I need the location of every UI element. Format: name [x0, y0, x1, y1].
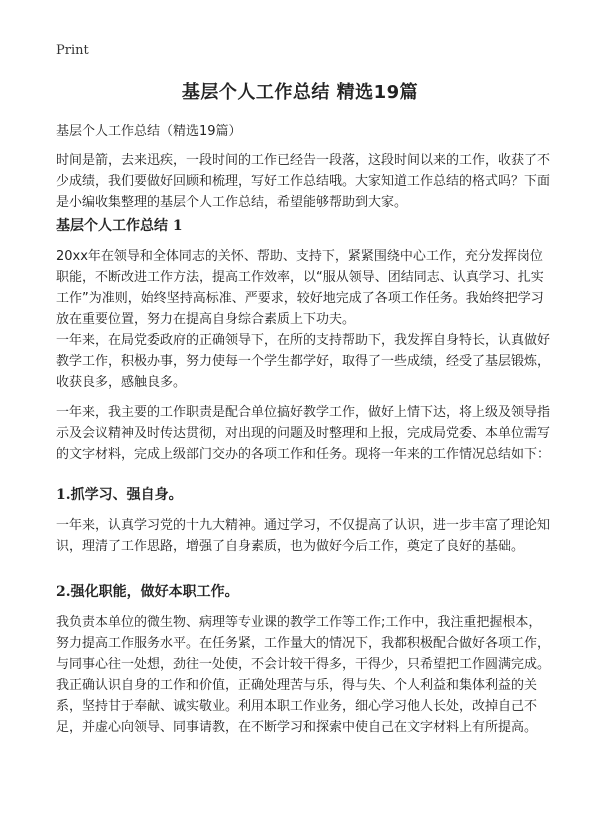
- paragraph-1: 20xx年在领导和全体同志的关怀、帮助、支持下，紧紧围绕中心工作，充分发挥岗位职能，不断改进工作方法，提高工作效率，以“服从领导、团结同志、认真学习、扎实工作”为准则，始终坚持高标准、严要求，较好地完成了各项工作任务。我始终把学习放在重要位置，努力在提高自身综合素质上下功夫。: [56, 249, 544, 327]
- subheading-1: 1.抓学习、强自身。: [56, 487, 183, 503]
- intro-paragraph: 时间是箭，去来迅疾，一段时间的工作已经告一段落，这段时间以来的工作，收获了不少成绩，我们要做好回顾和梳理，写好工作总结哦。大家知道工作总结的格式吗？下面是小编收集整理的基层个人工作总结，希望能够帮助到大家。: [56, 153, 551, 210]
- print-label[interactable]: Print: [56, 43, 89, 58]
- paragraph-5: 我负责本单位的微生物、病理等专业课的教学工作等工作;工作中，我注重把握根本，努力提高工作服务水平。在任务紧，工作量大的情况下，我都积极配合做好各项工作，与同事心往一处想，劲往一处使，不会计较干得多，干得少，只希望把工作圆满完成。我正确认识自身的工作和价值，正确处理苦与乐，得与失、个人利益和集体利益的关系，坚持甘于奉献、诚实敬业。利用本职工作业务，细心学习他人长处，改掉自己不足，并虚心向领导、同事请教，在不断学习和探索中使自己在文字材料上有所提高。: [56, 615, 551, 735]
- paragraph-4: 一年来，认真学习党的十九大精神。通过学习，不仅提高了认识，进一步丰富了理论知识，理清了工作思路，增强了自身素质，也为做好今后工作，奠定了良好的基础。: [56, 518, 551, 554]
- section-heading: 基层个人工作总结 1: [56, 218, 183, 234]
- document-subtitle: 基层个人工作总结（精选19篇）: [56, 124, 242, 139]
- paragraph-2: 一年来，在局党委政府的正确领导下，在所的支持帮助下，我发挥自身特长，认真做好教学工作，积极办事，努力使每一个学生都学好，取得了一些成绩，经受了基层锻炼，收获良多，感触良多。: [56, 333, 551, 390]
- page-title: 基层个人工作总结 精选19篇: [181, 82, 419, 103]
- subheading-2: 2.强化职能，做好本职工作。: [56, 584, 239, 600]
- paragraph-3: 一年来，我主要的工作职责是配合单位搞好教学工作，做好上情下达，将上级及领导指示及会议精神及时传达贯彻，对出现的问题及时整理和上报，完成局党委、本单位需写的文字材料，完成上级部门交办的各项工作和任务。现将一年来的工作情况总结如下：: [56, 405, 551, 462]
